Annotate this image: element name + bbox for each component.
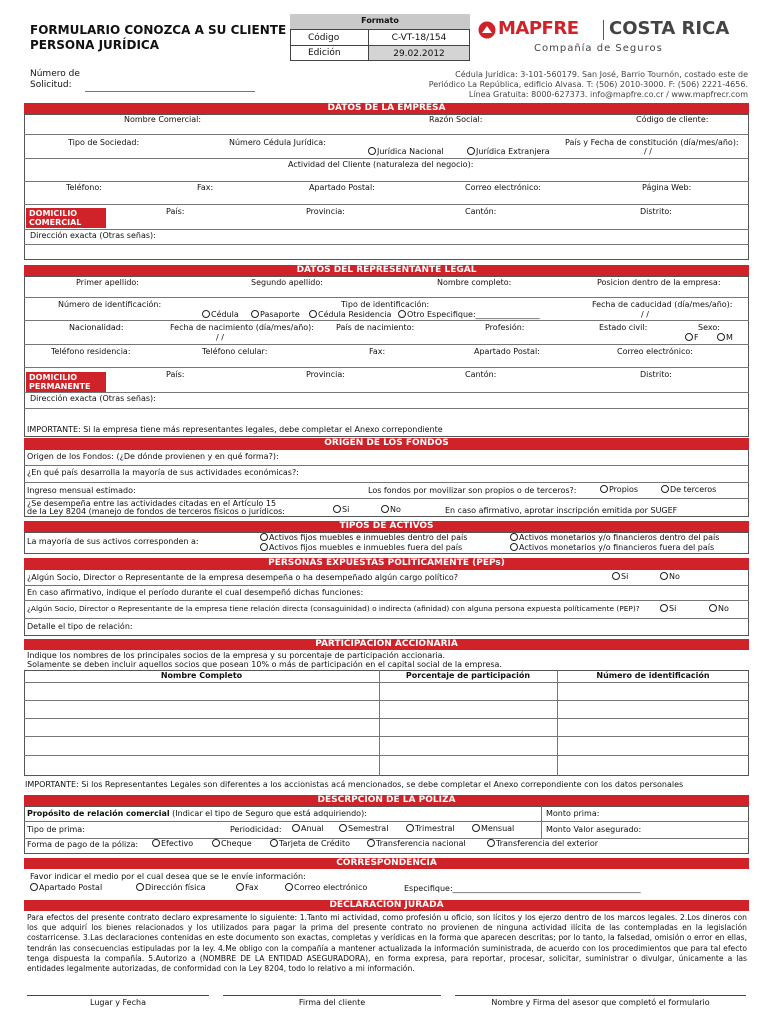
codigo-cliente-label: Código de cliente: [636,115,709,124]
mapfre-logo-icon [478,21,496,39]
firma-asesor-line[interactable] [455,995,746,996]
sexo-label: Sexo: [698,323,720,332]
company-name: Compañía de Seguros [534,43,663,54]
accionaria-table [24,670,749,776]
radio-pep1-si[interactable]: Si [612,572,628,582]
fax-label: Fax: [197,183,214,192]
firma-cliente-line[interactable] [223,995,441,996]
correo-label: Correo electrónico: [465,183,541,192]
apartado-label: Apartado Postal: [309,183,375,192]
accionaria-intro-2: Solamente se deben incluir aquellos socios que posean 10% o más de participación en el capital social de la empresa. [27,660,502,669]
address-line-3: Línea Gratuita: 8000-627373. info@mapfre.co.cr / www.mapfrecr.com [468,90,748,99]
codigo-value: C-VT-18/154 [391,33,447,43]
forma-pago-label: Forma de pago de la póliza: [27,840,139,849]
monto-prima-label: Monto prima: [546,809,600,818]
radio-cedula-residencia[interactable]: Cédula Residencia [309,310,391,320]
razon-social-label: Razón Social: [429,115,483,124]
radio-fax[interactable]: Fax [236,883,259,893]
radio-activos-monetarios-dentro[interactable]: Activos monetarios y/o financieros dentro del país [510,533,719,543]
segundo-apellido-label: Segundo apellido: [251,278,323,287]
pep-periodo-label: En caso afirmativo, indique el período durante el cual desempeñó dichas funciones: [27,588,364,597]
radio-efectivo[interactable]: Efectivo [152,839,193,849]
pais-fecha-label: País y Fecha de constitución (día/mes/año): [565,138,739,147]
distrito-label: Distrito: [640,207,672,216]
periodicidad-label: Periodicidad: [230,825,282,834]
brand-country: COSTA RICA [609,18,730,39]
radio-pep2-si[interactable]: Si [660,604,676,614]
col-identificacion: Número de identificación [596,671,710,680]
radio-activos-monetarios-fuera[interactable]: Activos monetarios y/o financieros fuera del país [510,543,714,553]
codigo-label: Código [308,33,340,43]
address-line-1: Cédula Jurídica: 3-101-560179. San José, Barrio Tournón, costado este de [455,70,748,79]
tipo-sociedad-label: Tipo de Sociedad: [68,138,140,147]
firma-cliente-label: Firma del cliente [298,998,366,1007]
radio-art15-si[interactable]: Si [333,505,349,515]
importante-accionistas: IMPORTANTE: Si los Representantes Legales son diferentes a los accionistas acá mencionados, se debe completar el Anexo correpondiente con los datos personales [25,780,684,789]
table-row[interactable] [24,718,749,719]
pais-nac-label: País de nacimiento: [336,323,415,332]
lugar-fecha-label: Lugar y Fecha [90,998,146,1007]
numero-cedula-label: Número Cédula Jurídica: [229,138,326,147]
sugef-note: En caso afirmativo, aprotar inscripción emitida por SUGEF [445,506,678,515]
tipo-prima-label: Tipo de prima: [27,825,85,834]
radio-transf-nacional[interactable]: Transferencia nacional [367,839,466,849]
estado-civil-label: Estado civil: [599,323,648,332]
lugar-fecha-line[interactable] [27,995,209,996]
section-representante: DATOS DEL REPRESENTANTE LEGAL [24,265,749,276]
provincia-label: Provincia: [306,207,345,216]
section-fondos: ORIGEN DE LOS FONDOS [24,438,749,449]
radio-art15-no[interactable]: No [381,505,401,515]
radio-pep2-no[interactable]: No [709,604,729,614]
radio-propios[interactable]: Propios [600,485,638,495]
declaracion-text: Para efectos del presente contrato declaro expresamente lo siguiente: 1.Tanto mi actividad, como profesión u oficio, son lícitos y los ejerzo dentro de los marcos legales. 2.Los dineros con los que adquirí los bienes relacionados y los utilizados para pagar la prima del presente contrato no provienen de ninguna actividad ilícita de las contempladas en la legislación costarricense. 3.Las declaraciones contenidas en este documento son exactas, completas y verídicas en la forma que aparecen descritas; por lo tanto, la falsedad, omisión o error en ellas, tendrán las consecuencias estipuladas por la ley. 4.Me obligo con la compañía a mantener actualizada la información suministrada, de acuerdo con los procedimientos que para tal efecto tenga dispuesta la compañía. 5.Autorizo a (NOMBRE DE LA ENTIDAD ASEGURADORA), en forma expresa, para reportar, procesar, solicitar, suministrar o divulgar, únicamente a las entidades legalmente autorizadas, de conformidad con la Ley 8204, todo lo relativo a mi información. [27,913,747,974]
pagina-label: Página Web: [642,183,692,192]
direccion-label: Dirección exacta (Otras señas): [30,231,156,240]
radio-trimestral[interactable]: Trimestral [406,824,455,834]
section-accionaria: PARTICIPACIÓN ACCIONARIA [24,639,749,650]
radio-juridica-nacional[interactable]: Jurídica Nacional [368,147,444,157]
rep-correo-label: Correo electrónico: [617,347,693,356]
tel-residencia-label: Teléfono residencia: [51,347,131,356]
mayoria-activos-label: La mayoría de sus activos corresponden a: [27,537,199,546]
primer-apellido-label: Primer apellido: [76,278,139,287]
art15-line-1: ¿Se desempeña entre las actividades citadas en el Artículo 15 [27,499,277,508]
section-jurada: DECLARACIÓN JURADA [24,900,749,911]
num-id-label: Número de identificación: [58,300,162,309]
pep-detalle-label: Detalle el tipo de relación: [27,622,133,631]
firma-asesor-label: Nombre y Firma del asesor que completó el formulario [491,998,710,1007]
numero-label-1: Número de [30,69,80,79]
pep-question-2: ¿Algún Socio, Director o Representante de la empresa tiene relación directa (consaguinidad) o indirecta (afinidad) con alguna persona expuesta políticamente (PEP)? [27,604,640,613]
nacimiento-slashes: / / [216,333,224,342]
radio-de-terceros[interactable]: De terceros [661,485,716,495]
table-row[interactable] [24,736,749,737]
pep-question-1: ¿Algún Socio, Director o Representante de la empresa desempeña o ha desempeñado algún cargo político? [27,573,459,582]
rep-distrito-label: Distrito: [640,370,672,379]
radio-cheque[interactable]: Cheque [212,839,252,849]
caducidad-slashes: / / [641,310,649,319]
nacionalidad-label: Nacionalidad: [69,323,124,332]
especifique-field[interactable]: Especifique:_______________________________________________ [404,884,641,893]
radio-pasaporte[interactable]: Pasaporte [251,310,300,320]
section-empresa: DATOS DE LA EMPRESA [24,103,749,114]
address-line-2: Periódico La República, edificio Alvasa. T: (506) 2010-3000. F: (506) 2221-4656. [428,80,748,89]
tipo-id-label: Tipo de identificación: [341,300,430,309]
edicion-label: Edición [308,48,341,58]
proposito-label: Propósito de relación comercial (Indicar el tipo de Seguro que está adquiriendo): [27,809,367,818]
col-nombre: Nombre Completo [160,671,243,680]
nombre-completo-label: Nombre completo: [437,278,512,287]
rep-fax-label: Fax: [369,347,386,356]
rep-direccion-label: Dirección exacta (Otras señas): [30,394,156,403]
brand-name: MAPFRE [498,18,579,39]
form-subtitle: PERSONA JURÍDICA [30,38,160,52]
radio-cedula[interactable]: Cédula [202,310,239,320]
correspondencia-intro: Favor indicar el medio por el cual desea que se le envíe información: [30,872,306,881]
section-correspondencia: CORRESPONDENCIA [24,858,749,869]
profesion-label: Profesión: [485,323,525,332]
numero-input-line[interactable] [85,91,255,92]
numero-label-2: Solicitud: [30,80,72,90]
section-peps: PERSONAS EXPUESTAS POLITICAMENTE (PEPs) [24,558,749,569]
table-row[interactable] [24,700,749,701]
tel-celular-label: Teléfono celular: [202,347,268,356]
radio-semestral[interactable]: Semestral [339,824,388,834]
actividad-label: Actividad del Cliente (naturaleza del negocio): [288,160,474,169]
fecha-nac-label: Fecha de nacimiento (día/mes/año): [170,323,314,332]
origen-label: Origen de los Fondos: (¿De dónde provienen y en qué forma?): [27,452,279,461]
domicilio-permanente-tag: DOMICILIO PERMANENTE [26,372,106,392]
rep-canton-label: Cantón: [465,370,497,379]
table-row[interactable] [24,755,749,756]
radio-apartado-postal[interactable]: Apartado Postal [30,883,102,893]
radio-pep1-no[interactable]: No [660,572,680,582]
radio-activos-fijos-dentro[interactable]: Activos fijos muebles e inmuebles dentro del país [260,533,467,543]
fecha-caducidad-label: Fecha de caducidad (día/mes/año): [592,300,733,309]
rep-apartado-label: Apartado Postal: [474,347,540,356]
radio-mensual[interactable]: Mensual [472,824,514,834]
section-poliza: DESCRPCIÓN DE LA PÓLIZA [24,795,749,806]
radio-transf-exterior[interactable]: Transferencia del exterior [487,839,598,849]
col-porcentaje: Porcentaje de participación [405,671,531,680]
form-title: FORMULARIO CONOZCA A SU CLIENTE [30,23,287,37]
radio-activos-fijos-fuera[interactable]: Activos fijos muebles e inmuebles fuera del país [260,543,462,553]
pais-actividades-label: ¿En qué país desarrolla la mayoría de sus actividades económicas?: [27,468,299,477]
edicion-value: 29.02.2012 [393,49,445,59]
radio-direccion-fisica[interactable]: Dirección física [136,883,206,893]
radio-otro[interactable]: Otro Especifique:________________ [398,310,540,320]
telefono-label: Teléfono: [66,183,102,192]
radio-tarjeta[interactable]: Tarjeta de Crédito [270,839,350,849]
section-activos: TIPOS DE ACTIVOS [24,521,749,532]
domicilio-comercial-tag: DOMICILIO COMERCIAL [26,208,106,228]
posicion-label: Posicion dentro de la empresa: [597,278,721,287]
date-slashes: / / [644,147,652,156]
radio-sexo-m[interactable]: M [717,333,733,343]
canton-label: Cantón: [465,207,497,216]
accionaria-intro-1: Indique los nombres de los principales socios de la empresa y su porcentaje de participación accionaria. [27,651,446,660]
terceros-question: Los fondos por movilizar son propios o de terceros?: [368,486,577,495]
ingreso-label: Ingreso mensual estimado: [27,486,136,495]
radio-anual[interactable]: Anual [292,824,324,834]
nombre-comercial-label: Nombre Comercial: [124,115,202,124]
radio-correo[interactable]: Correo electrónico [285,883,367,893]
rep-pais-label: País: [166,370,185,379]
importante-representantes: IMPORTANTE: Si la empresa tiene más representantes legales, debe completar el Anexo correpondiente [27,425,443,434]
radio-juridica-extranjera[interactable]: Jurídica Extranjera [467,147,550,157]
pais-label: País: [166,207,185,216]
radio-sexo-f[interactable]: F [685,333,699,343]
art15-line-2: de la Ley 8204 (manejo de fondos de terceros físicos o jurídicos: [27,507,285,516]
monto-valor-label: Monto Valor asegurado: [546,825,642,834]
format-label: Formato [361,16,399,25]
rep-provincia-label: Provincia: [306,370,345,379]
